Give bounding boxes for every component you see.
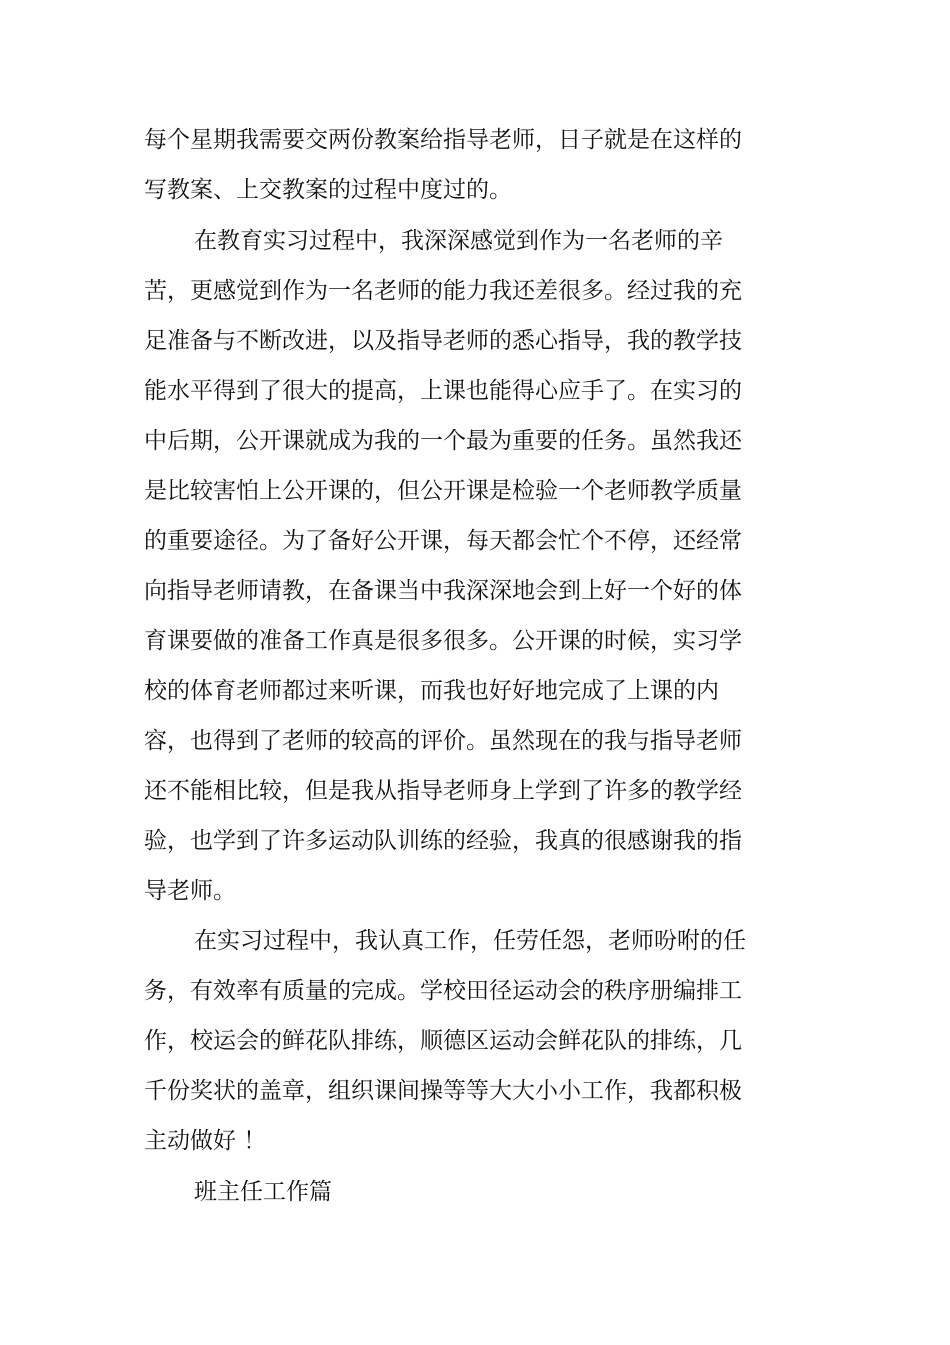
paragraph-line: 的重要途径。为了备好公开课，每天都会忙个不停，还经常 [144, 528, 742, 554]
paragraph-line: 足准备与不断改进，以及指导老师的悉心指导，我的教学技 [144, 328, 742, 354]
paragraph-line: 容，也得到了老师的较高的评价。虽然现在的我与指导老师 [144, 728, 742, 754]
paragraph-line: 写教案、上交教案的过程中度过的。 [144, 177, 512, 203]
paragraph-line: 作，校运会的鲜花队排练，顺德区运动会鲜花队的排练，几 [144, 1028, 742, 1054]
paragraph-line: 务，有效率有质量的完成。学校田径运动会的秩序册编排工 [144, 978, 742, 1004]
paragraph-line: 能水平得到了很大的提高，上课也能得心应手了。在实习的 [144, 378, 742, 404]
paragraph-line: 在实习过程中，我认真工作，任劳任怨，老师吩咐的任 [194, 928, 746, 954]
paragraph-line: 育课要做的准备工作真是很多很多。公开课的时候，实习学 [144, 628, 742, 654]
paragraph-line: 导老师。 [144, 878, 236, 904]
paragraph-line: 苦，更感觉到作为一名老师的能力我还差很多。经过我的充 [144, 278, 742, 304]
paragraph-line: 主动做好 ！ [144, 1128, 267, 1154]
paragraph-line: 验，也学到了许多运动队训练的经验，我真的很感谢我的指 [144, 828, 742, 854]
paragraph-line: 每个星期我需要交两份教案给指导老师，日子就是在这样的 [144, 127, 742, 153]
paragraph-line: 在教育实习过程中，我深深感觉到作为一名老师的辛 [194, 228, 723, 254]
paragraph-line: 中后期，公开课就成为我的一个最为重要的任务。虽然我还 [144, 428, 742, 454]
paragraph-line: 是比较害怕上公开课的，但公开课是检验一个老师教学质量 [144, 478, 742, 504]
paragraph-line: 千份奖状的盖章，组织课间操等等大大小小工作，我都积极 [144, 1078, 742, 1104]
paragraph-line: 向指导老师请教，在备课当中我深深地会到上好一个好的体 [144, 578, 742, 604]
paragraph-line: 校的体育老师都过来听课，而我也好好地完成了上课的内 [144, 678, 719, 704]
paragraph-line: 还不能相比较，但是我从指导老师身上学到了许多的教学经 [144, 778, 742, 804]
section-heading: 班主任工作篇 [194, 1179, 332, 1205]
